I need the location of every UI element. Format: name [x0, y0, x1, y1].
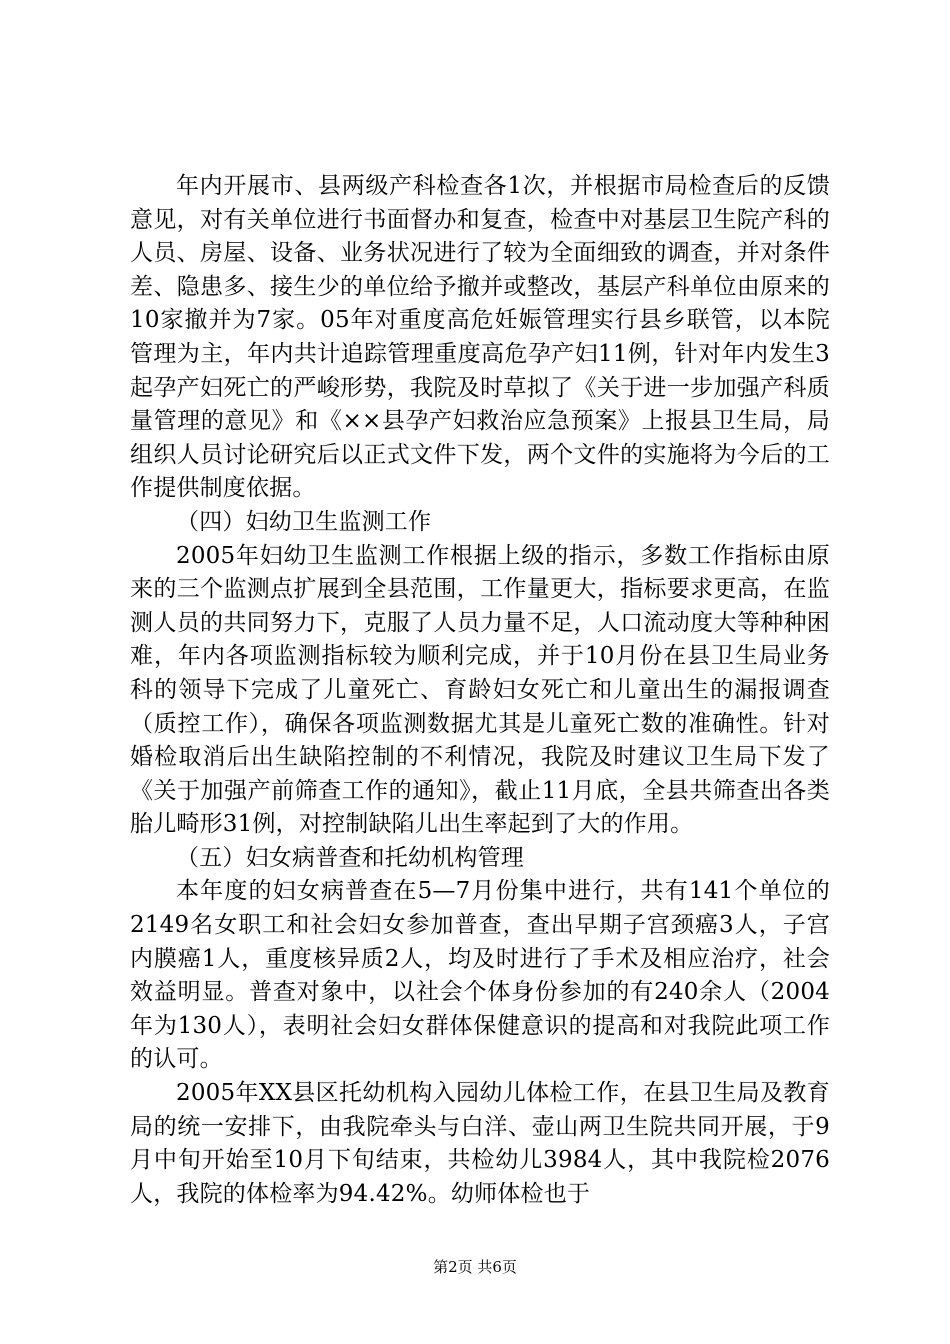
- paragraph-obstetrics-inspection: 年内开展市、县两级产科检查各1次，并根据市局检查后的反馈意见，对有关单位进行书面督办和复查，检查中对基层卫生院产科的人员、房屋、设备、业务状况进行了较为全面细致的调查，并对条件差、隐患多、接生少的单位给予撤并或整改，基层产科单位由原来的10家撤并为7家。05年对重度高危妊娠管理实行县乡联管，以本院管理为主，年内共计追踪管理重度高危孕产妇11例，针对年内发生3起孕产妇死亡的严峻形势，我院及时草拟了《关于进一步加强产科质量管理的意见》和《××县孕产妇救治应急预案》上报县卫生局，局组织人员讨论研究后以正式文件下发，两个文件的实施将为今后的工作提供制度依据。: [130, 173, 830, 502]
- section-heading-maternal-child-monitoring: （四）妇幼卫生监测工作: [176, 508, 432, 535]
- paragraph-womens-screening: 本年度的妇女病普查在5—7月份集中进行，共有141个单位的2149名女职工和社会妇女参加普查，查出早期子宫颈癌3人，子宫内膜癌1人，重度核异质2人，均及时进行了手术及相应治疗，社会效益明显。普查对象中，以社会个体身份参加的有240余人（2004年为130人），表明社会妇女群体保健意识的提高和对我院此项工作的认可。: [130, 878, 830, 1073]
- paragraph-monitoring-work: 2005年妇幼卫生监测工作根据上级的指示，多数工作指标由原来的三个监测点扩展到全县范围，工作量更大，指标要求更高，在监测人员的共同努力下，克服了人员力量不足，人口流动度大等种种困难，年内各项监测指标较为顺利完成，并于10月份在县卫生局业务科的领导下完成了儿童死亡、育龄妇女死亡和儿童出生的漏报调查（质控工作），确保各项监测数据尤其是儿童死亡数的准确性。针对婚检取消后出生缺陷控制的不利情况，我院及时建议卫生局下发了《关于加强产前筛查工作的通知》，截止11月底，全县共筛查出各类胎儿畸形31例，对控制缺陷儿出生率起到了大的作用。: [130, 542, 830, 838]
- paragraph-kindergarten-checkup: 2005年XX县区托幼机构入园幼儿体检工作，在县卫生局及教育局的统一安排下，由我院牵头与白洋、壶山两卫生院共同开展，于9月中旬开始至10月下旬结束，共检幼儿3984人，其中我院检2076人，我院的体检率为94.42%。幼师体检也于: [130, 1080, 830, 1207]
- section-heading-womens-disease-screening: （五）妇女病普查和托幼机构管理: [176, 844, 524, 871]
- page-number-footer: 第2页 共6页: [433, 1258, 517, 1276]
- document-body: [130, 170, 830, 1211]
